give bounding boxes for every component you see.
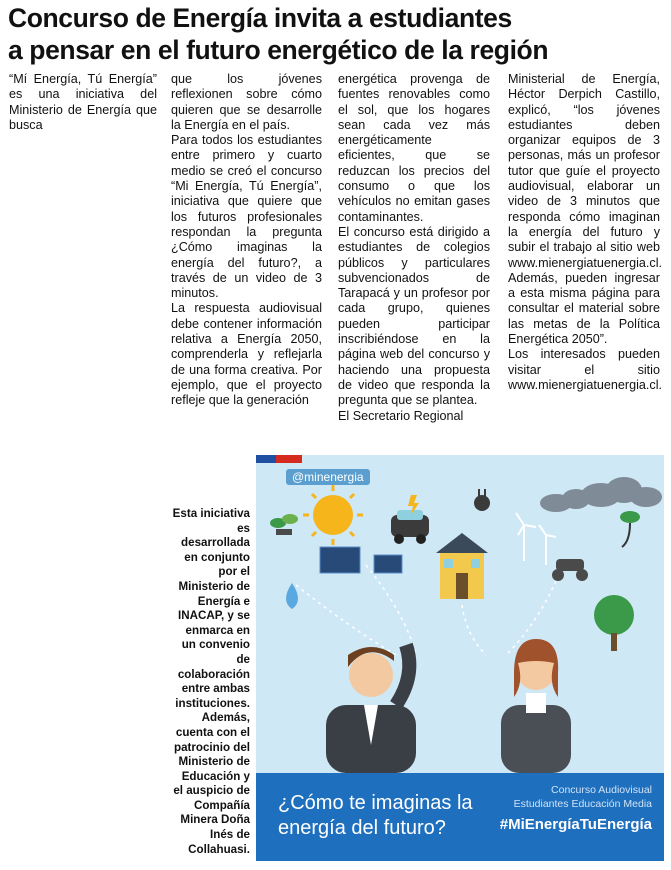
- paragraph: El Secretario Regional: [338, 408, 464, 423]
- title-line-1: Concurso de Energía invita a estudiantes: [8, 3, 512, 33]
- poster-banner: [256, 773, 664, 861]
- flag-blue: [256, 455, 276, 463]
- social-handle: @minenergia: [286, 469, 370, 485]
- sidebar-caption: [170, 507, 250, 857]
- article-column-1: [9, 72, 157, 133]
- article-column-2: [171, 72, 322, 409]
- paragraph: “Mí Energía, Tú Energía” es una iniciativa del Ministerio de Energía que busca: [9, 72, 157, 132]
- paragraph: Los interesados pueden visitar el sitio www.mienergiatuenergia.cl.: [508, 347, 662, 392]
- poster-illustration: [256, 455, 664, 773]
- poster-info: [500, 783, 652, 835]
- paragraph: La respuesta audiovisual debe contener información relativa a Energía 2050, comprenderla y reflejarla de una forma creativa. Por ejemplo, que el proyecto refleje que la generación: [171, 301, 322, 408]
- caption-text: Esta iniciativa es desarrollada en conjunto por el Ministerio de Energía e INACAP, y se enmarca en un convenio de colaboración entre ambas instituciones. Además, cuenta con el patrocinio del Ministerio de Educación y el auspicio de Compañía Minera Doña Inés de Collahuasi.: [172, 507, 250, 856]
- question-line-1: ¿Cómo te imaginas la: [278, 792, 473, 814]
- info-line-1: Concurso Audiovisual: [551, 784, 652, 796]
- article-title: [8, 2, 663, 66]
- article-column-3: [338, 72, 490, 424]
- title-line-2: a pensar en el futuro energético de la región: [8, 35, 549, 65]
- paragraph: energética provenga de fuentes renovables como el sol, que los hogares sean cada vez más energéticamente eficientes, que se reduzcan los precios del consumo o que los vehículos no emitan gases contaminantes.: [338, 72, 490, 224]
- paragraph: Ministerial de Energía, Héctor Derpich Castillo, explicó, “los jóvenes estudiantes deben organizar equipos de 3 personas, más un profesor tutor que guíe el proyecto audiovisual, elaborar un video de 3 minutos que responda cómo imaginan la energía del futuro y subir el trabajo al sitio web www.mienergiatuenergia.cl. Además, pueden ingresar a esta misma página para consultar el material sobre las metas de la Política Energética 2050”.: [508, 72, 662, 347]
- flag-red: [276, 455, 302, 463]
- paragraph: El concurso está dirigido a estudiantes de colegios públicos y particulares subvencionados de Tarapacá y un profesor por cada grupo, quienes pueden participar inscribiéndose en la página web del concurso y haciendo una propuesta de video que responda la pregunta que se plantea.: [338, 224, 490, 408]
- paragraph: Para todos los estudiantes entre primero y cuarto medio se creó el concurso “Mi Energía, Tú Energía”, iniciativa que quiere que los futuros profesionales respondan la pregunta ¿Cómo imaginas la energía del futuro?, a través de un video de 3 minutos.: [171, 133, 322, 301]
- question-line-2: energía del futuro?: [278, 817, 446, 839]
- article-column-4: [508, 72, 660, 393]
- campaign-poster: [256, 455, 664, 861]
- poster-hashtag: #MiEnergíaTuEnergía: [499, 816, 652, 833]
- poster-question: [278, 791, 473, 841]
- paragraph: que los jóvenes reflexionen sobre cómo quieren que se desarrolle la Energía en el país.: [171, 72, 322, 132]
- info-line-2: Estudiantes Educación Media: [513, 798, 652, 810]
